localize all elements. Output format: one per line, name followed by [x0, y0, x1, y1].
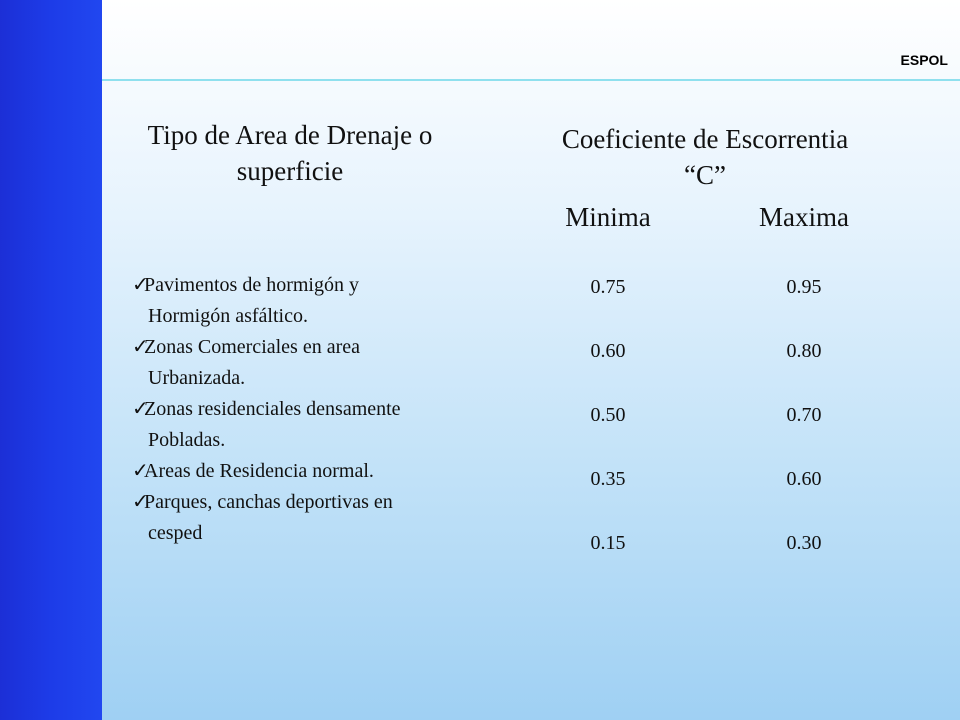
minimum-value: 0.75 [590, 276, 626, 298]
item-text-line: cesped [148, 522, 203, 544]
item-text-line: Zonas residenciales densamente [144, 398, 401, 420]
column-header-coefficient [510, 121, 900, 193]
header-divider [102, 79, 960, 81]
checkmark-icon: ✓ [132, 336, 149, 358]
maximum-value: 0.70 [786, 404, 822, 426]
item-text-line: Hormigón asfáltico. [148, 305, 308, 327]
item-text-line: Pobladas. [148, 429, 226, 451]
minimum-value: 0.35 [590, 468, 626, 490]
checkmark-icon: ✓ [132, 491, 149, 513]
list-item [132, 456, 512, 487]
maximum-value: 0.95 [786, 276, 822, 298]
minimum-value: 0.50 [590, 404, 626, 426]
minimum-value: 0.60 [590, 340, 626, 362]
brand-label: ESPOL [900, 52, 948, 68]
item-text-line: Pavimentos de hormigón y [144, 274, 359, 296]
area-type-list [132, 270, 512, 549]
list-item [132, 332, 512, 394]
checkmark-icon: ✓ [132, 460, 149, 482]
side-bar [0, 0, 102, 720]
checkmark-icon: ✓ [132, 274, 149, 296]
checkmark-icon: ✓ [132, 398, 149, 420]
item-text-line: Areas de Residencia normal. [144, 460, 374, 482]
maximum-value: 0.30 [786, 532, 822, 554]
list-item [132, 394, 512, 456]
maximum-values-column [729, 272, 879, 559]
maximum-header: Maxima [759, 202, 849, 232]
list-item [132, 487, 512, 549]
item-text-line: Urbanizada. [148, 367, 246, 389]
minimum-values-column [533, 272, 683, 559]
coefficient-symbol: “C” [684, 160, 726, 190]
item-text-line: Parques, canchas deportivas en [144, 491, 393, 513]
list-item [132, 270, 512, 332]
item-text-line: Zonas Comerciales en area [144, 336, 361, 358]
column-header-area-type: Tipo de Area de Drenaje o superficie [147, 120, 433, 186]
minimum-header: Minima [565, 202, 651, 232]
maximum-value: 0.80 [786, 340, 822, 362]
minimum-value: 0.15 [590, 532, 626, 554]
coefficient-title: Coeficiente de Escorrentia [561, 124, 849, 154]
maximum-value: 0.60 [786, 468, 822, 490]
